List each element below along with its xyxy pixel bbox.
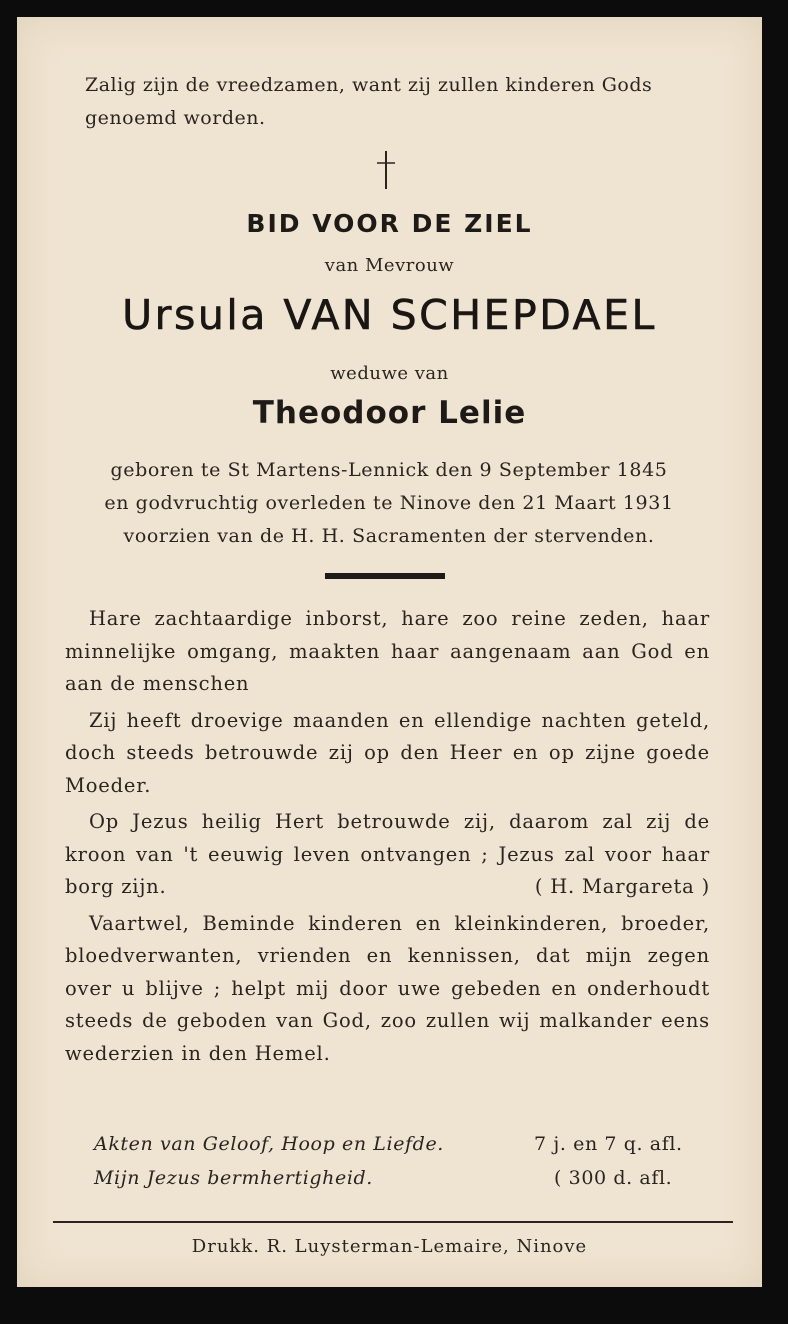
memorial-card [17,17,762,1287]
birth-line: geboren te St Martens-Lennick den 9 September 1845 [110,459,668,481]
footer-divider [53,1221,733,1223]
prayer-text [65,603,710,1074]
cross-icon [374,149,398,191]
indulgence-amount: 7 j. en 7 q. afl. [534,1133,683,1155]
relation-label: weduwe van [330,363,449,384]
indulgence-prayer: Akten van Geloof, Hoop en Liefde. [94,1133,444,1155]
sacraments-line: voorzien van de H. H. Sacramenten der stervenden. [123,525,655,547]
heading-pray-for-soul: BID VOOR DE ZIEL [246,209,533,238]
spouse-name: Theodoor Lelie [252,395,527,431]
divider-bar [325,573,445,579]
prayer-paragraph-text: Zij heeft droevige maanden en ellendige nachten geteld, doch steeds betrouwde zij op den Heer en op zijne goede Moeder. [65,708,710,797]
printer-imprint: Drukk. R. Luysterman-Lemaire, Ninove [191,1236,588,1257]
indulgence-prayer: Mijn Jezus bermhertigheid. [94,1167,373,1189]
prayer-paragraph [65,806,710,904]
biography [49,454,729,553]
prayer-attribution: ( H. Margareta ) [534,875,710,898]
indulgence-amount: ( 300 d. afl. [554,1167,673,1189]
beatitude-verse: Zalig zijn de vreedzamen, want zij zullen kinderen Gods genoemd worden. [85,74,653,129]
prayer-paragraph: Vaartwel, Beminde kinderen en kleinkinderen, broeder, bloedverwanten, vrienden en kennissen, dat mijn zegen over u blijve ; helpt mij door uwe gebeden en onderhoudt steeds de geboden van God, zoo zullen wij malkander eens wederzien in den Hemel. [65,911,710,1065]
prayer-paragraph: Hare zachtaardige inborst, hare zoo reine zeden, haar minnelijke omgang, maakten haar aangenaam aan God en aan de menschen [65,607,710,695]
prayer-paragraph [65,705,710,803]
death-line: en godvruchtig overleden te Ninove den 21 Maart 1931 [104,492,674,514]
title-prefix: van Mevrouw [324,255,455,276]
deceased-name: Ursula VAN SCHEPDAEL [122,291,657,339]
prayer-paragraph-text: Op Jezus heilig Hert betrouwde zij, daarom zal zij de kroon van 't eeuwig leven ontvangen ; Jezus zal voor haar borg zijn. [65,810,710,898]
indulgence-line [94,1167,714,1189]
indulgence-line [94,1133,714,1155]
